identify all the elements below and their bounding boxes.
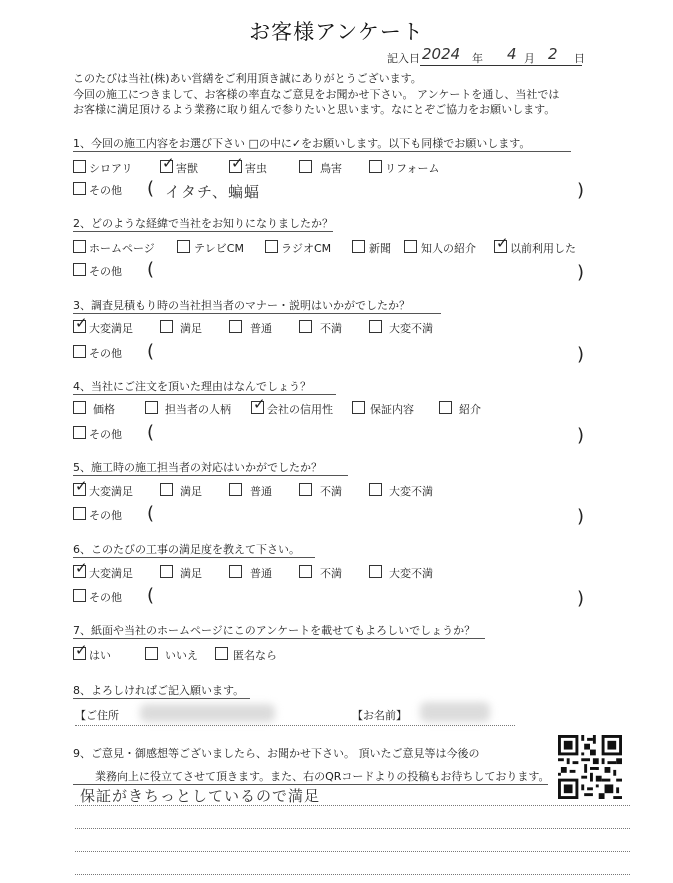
intro-line: このたびは当社(株)あい営繕をご利用頂き誠にありがとうございます。: [73, 72, 422, 85]
q5-checkbox-normal[interactable]: [229, 483, 242, 496]
q3-option-label: 満足: [180, 322, 202, 335]
check-mark: ✓: [75, 477, 88, 495]
q2-option-label: テレビCM: [194, 242, 244, 255]
q7-checkbox-no[interactable]: [145, 647, 158, 660]
q4-checkbox-warranty[interactable]: [352, 401, 365, 414]
intro-line: お客様に満足頂けるよう業務に取り組んで参りたいと思います。なにとぞご協力をお願いします。: [73, 103, 556, 116]
open-paren: (: [147, 503, 155, 524]
check-mark: ✓: [75, 559, 88, 577]
q1-checkbox-gaichu[interactable]: [229, 154, 244, 173]
q3-checkbox-very-satisfied[interactable]: [73, 314, 88, 333]
q2-checkbox-newspaper[interactable]: [352, 240, 365, 253]
q4-checkbox-staff[interactable]: [145, 401, 158, 414]
q6-option-label: 大変満足: [89, 567, 133, 580]
q4-question: 4、当社にご注文を頂いた理由はなんでしょう？: [73, 380, 311, 393]
date-year[interactable]: 2024: [422, 45, 461, 63]
q1-option-label: 鳥害: [320, 162, 342, 175]
q6-checkbox-normal[interactable]: [229, 565, 242, 578]
q6-other-label: その他: [89, 591, 122, 604]
q5-option-label: 大変不満: [389, 485, 433, 498]
q3-option-label: 普通: [250, 322, 272, 335]
q3-checkbox-satisfied[interactable]: [160, 320, 173, 333]
q7-checkbox-yes[interactable]: [73, 641, 88, 660]
q4-option-label: 保証内容: [370, 403, 414, 416]
open-paren: (: [147, 585, 155, 606]
q3-option-label: 不満: [320, 322, 342, 335]
q6-checkbox-other[interactable]: [73, 589, 86, 602]
open-paren: (: [147, 422, 155, 443]
q6-option-label: 大変不満: [389, 567, 433, 580]
answer-line: [75, 851, 630, 852]
q1-question: 1、今回の施工内容をお選び下さい □の中に✓をお願いします。以下も同様でお願いします。: [73, 137, 531, 150]
q3-checkbox-normal[interactable]: [229, 320, 242, 333]
close-paren: ): [577, 344, 585, 365]
q2-checkbox-referral[interactable]: [404, 240, 417, 253]
q2-question: 2、どのような経緯で当社をお知りになりましたか？: [73, 217, 333, 230]
date-year-unit: 年: [472, 52, 483, 65]
answer-line: [75, 805, 630, 806]
date-day[interactable]: 2: [548, 45, 558, 63]
q2-option-label: ホームページ: [89, 242, 155, 255]
q5-other-label: その他: [89, 509, 122, 522]
q6-underline: [73, 557, 315, 558]
check-mark: ✓: [253, 395, 266, 413]
q3-checkbox-very-dissatisfied[interactable]: [369, 320, 382, 333]
check-mark: ✓: [75, 314, 88, 332]
q4-checkbox-price[interactable]: [73, 401, 86, 414]
address-redacted: [140, 704, 275, 722]
close-paren: ): [577, 425, 585, 446]
q4-option-label: 価格: [93, 403, 115, 416]
q4-checkbox-referral[interactable]: [439, 401, 452, 414]
close-paren: ): [577, 180, 585, 201]
check-mark: ✓: [75, 641, 88, 659]
q3-option-label: 大変不満: [389, 322, 433, 335]
q4-checkbox-other[interactable]: [73, 426, 86, 439]
q4-option-label: 紹介: [459, 403, 481, 416]
q6-checkbox-satisfied[interactable]: [160, 565, 173, 578]
q1-checkbox-reform[interactable]: [369, 160, 382, 173]
q1-checkbox-chogai[interactable]: [299, 160, 312, 173]
q3-underline: [73, 313, 441, 314]
q5-option-label: 普通: [250, 485, 272, 498]
q7-question: 7、紙面や当社のホームページにこのアンケートを載せてもよろしいでしょうか？: [73, 624, 476, 637]
q1-option-label: シロアリ: [89, 162, 133, 175]
q5-checkbox-satisfied[interactable]: [160, 483, 173, 496]
name-redacted: [420, 702, 490, 722]
q1-checkbox-gaiju[interactable]: [160, 154, 175, 173]
date-field: [372, 45, 612, 66]
check-mark: ✓: [231, 154, 244, 172]
q7-option-label: はい: [89, 649, 111, 662]
q4-other-label: その他: [89, 428, 122, 441]
q1-other-label: その他: [89, 184, 122, 197]
q1-option-label: リフォーム: [385, 162, 440, 175]
q2-option-label: ラジオCM: [281, 242, 332, 255]
q6-checkbox-very-dissatisfied[interactable]: [369, 565, 382, 578]
q5-checkbox-very-dissatisfied[interactable]: [369, 483, 382, 496]
q2-checkbox-other[interactable]: [73, 263, 86, 276]
q3-option-label: 大変満足: [89, 322, 133, 335]
q2-checkbox-tv[interactable]: [177, 240, 190, 253]
q1-other-value[interactable]: イタチ、蝙蝠: [165, 183, 260, 201]
q4-checkbox-trust[interactable]: [251, 395, 266, 414]
q7-option-label: いいえ: [165, 649, 198, 662]
date-label: 記入日: [387, 52, 420, 65]
q1-option-label: 害獣: [176, 162, 198, 175]
q6-option-label: 不満: [320, 567, 342, 580]
q8-entry-line: [75, 725, 515, 726]
q5-checkbox-very-satisfied[interactable]: [73, 477, 88, 496]
open-paren: (: [147, 178, 155, 199]
name-label: 【お名前】: [352, 709, 407, 722]
q7-option-label: 匿名なら: [233, 649, 277, 662]
q5-checkbox-dissatisfied[interactable]: [299, 483, 312, 496]
qr-code-icon[interactable]: [557, 735, 623, 799]
intro-line: 今回の施工につきまして、お客様の率直なご意見をお聞かせ下さい。 アンケートを通し、当社では: [73, 87, 560, 101]
q6-option-label: 満足: [180, 567, 202, 580]
q2-option-label: 以前利用した: [510, 242, 576, 255]
q4-underline: [73, 394, 336, 395]
q3-checkbox-dissatisfied[interactable]: [299, 320, 312, 333]
q5-option-label: 不満: [320, 485, 342, 498]
q5-checkbox-other[interactable]: [73, 507, 86, 520]
answer-line: [75, 874, 630, 875]
q1-option-label: 害虫: [245, 162, 267, 175]
q8-underline: [73, 698, 250, 699]
open-paren: (: [147, 259, 155, 280]
check-mark: ✓: [496, 234, 509, 252]
q5-option-label: 大変満足: [89, 485, 133, 498]
intro-text: [73, 71, 643, 118]
check-mark: ✓: [162, 154, 175, 172]
q8-question: 8、よろしければご記入願います。: [73, 684, 245, 697]
q7-underline: [73, 638, 485, 639]
q9-question-line1: 9、ご意見・御感想等ございましたら、お聞かせ下さい。 頂いたご意見等は今後の: [73, 747, 480, 760]
q5-underline: [73, 475, 348, 476]
q1-underline: [73, 151, 571, 152]
q3-other-label: その他: [89, 347, 122, 360]
q2-other-label: その他: [89, 265, 122, 278]
q2-underline: [73, 231, 333, 232]
address-label: 【ご住所: [75, 709, 119, 722]
q6-checkbox-dissatisfied[interactable]: [299, 565, 312, 578]
q3-question: 3、調査見積もり時の当社担当者のマナー・説明はいかがでしたか？: [73, 299, 410, 312]
close-paren: ): [577, 262, 585, 283]
q1-checkbox-other[interactable]: [73, 182, 86, 195]
q5-question: 5、施工時の施工担当者の対応はいかがでしたか？: [73, 461, 322, 474]
answer-line: [75, 828, 630, 829]
q2-checkbox-previous[interactable]: [494, 234, 509, 253]
date-month-unit: 月: [524, 52, 535, 65]
open-paren: (: [147, 341, 155, 362]
q9-answer[interactable]: 保証がきちっとしているので満足: [80, 787, 321, 805]
q4-option-label: 会社の信用性: [267, 403, 333, 416]
q7-checkbox-anonymous[interactable]: [215, 647, 228, 660]
close-paren: ): [577, 506, 585, 527]
q9-question-line2: 業務向上に役立てさせて頂きます。また、右のQRコードよりの投稿もお待ちしております。: [95, 770, 550, 783]
q2-checkbox-radio[interactable]: [265, 240, 278, 253]
q4-option-label: 担当者の人柄: [165, 403, 231, 416]
q6-question: 6、このたびの工事の満足度を教えて下さい。: [73, 543, 300, 556]
date-month[interactable]: 4: [507, 45, 517, 63]
close-paren: ): [577, 588, 585, 609]
q2-option-label: 知人の紹介: [421, 242, 476, 255]
q5-option-label: 満足: [180, 485, 202, 498]
q1-checkbox-shiroari[interactable]: [73, 160, 86, 173]
q6-option-label: 普通: [250, 567, 272, 580]
q2-checkbox-homepage[interactable]: [73, 240, 86, 253]
q6-checkbox-very-satisfied[interactable]: [73, 559, 88, 578]
date-day-unit: 日: [574, 52, 585, 65]
q3-checkbox-other[interactable]: [73, 345, 86, 358]
form-title: お客様アンケート: [249, 20, 424, 44]
q2-option-label: 新聞: [369, 242, 391, 255]
